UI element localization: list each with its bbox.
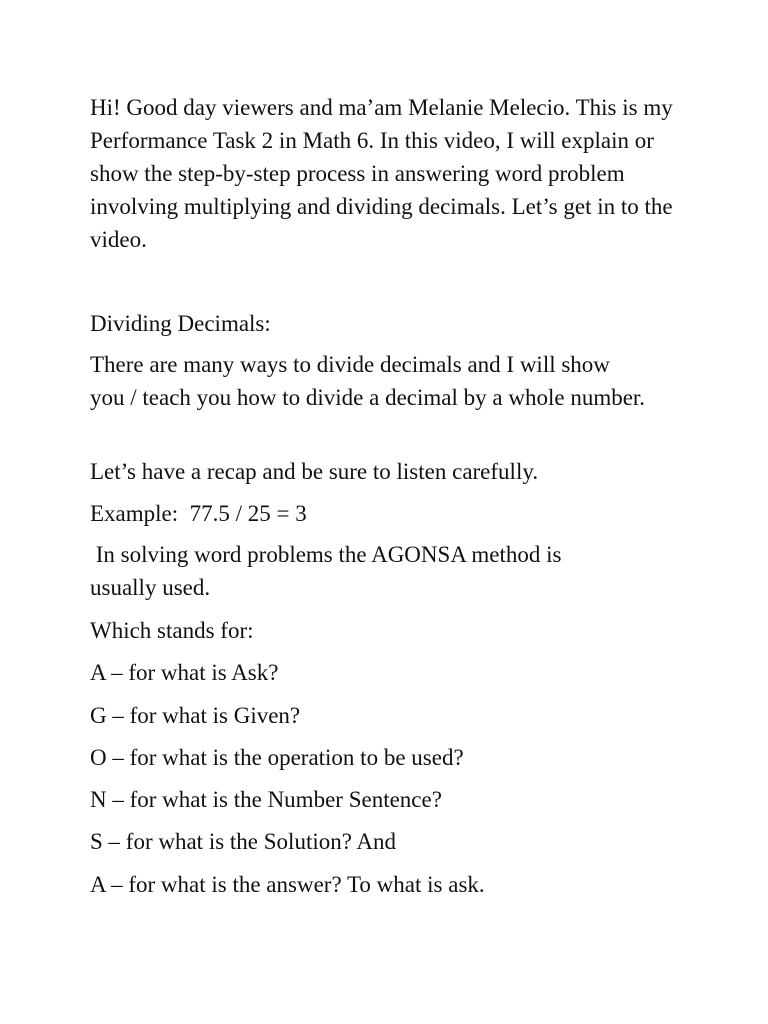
recap-paragraph: Let’s have a recap and be sure to listen carefully. bbox=[90, 459, 539, 484]
intro-paragraph: Hi! Good day viewers and ma’am Melanie Melecio. This is my Performance Task 2 in Math 6. In this video, I will explain or show the step-by-step process in answering word problem involving multiplying and dividing decimals. Let’s get in to the video. bbox=[90, 95, 673, 252]
solving-paragraph: In solving word problems the AGONSA method is usually used. bbox=[90, 542, 568, 600]
agonsa-item-number-sentence: N – for what is the Number Sentence? bbox=[90, 787, 442, 812]
agonsa-item-given: G – for what is Given? bbox=[90, 703, 301, 728]
example-line: Example: 77.5 / 25 = 3 bbox=[90, 501, 307, 526]
many-ways-paragraph: There are many ways to divide decimals and I will show you / teach you how to divide a decimal by a whole number. bbox=[90, 352, 646, 410]
section-heading: Dividing Decimals: bbox=[90, 311, 271, 336]
agonsa-item-answer: A – for what is the answer? To what is ask. bbox=[90, 872, 485, 897]
agonsa-item-ask: A – for what is Ask? bbox=[90, 660, 279, 685]
stands-for-line: Which stands for: bbox=[90, 618, 254, 643]
agonsa-item-solution: S – for what is the Solution? And bbox=[90, 829, 397, 854]
agonsa-item-operation: O – for what is the operation to be used? bbox=[90, 745, 464, 770]
